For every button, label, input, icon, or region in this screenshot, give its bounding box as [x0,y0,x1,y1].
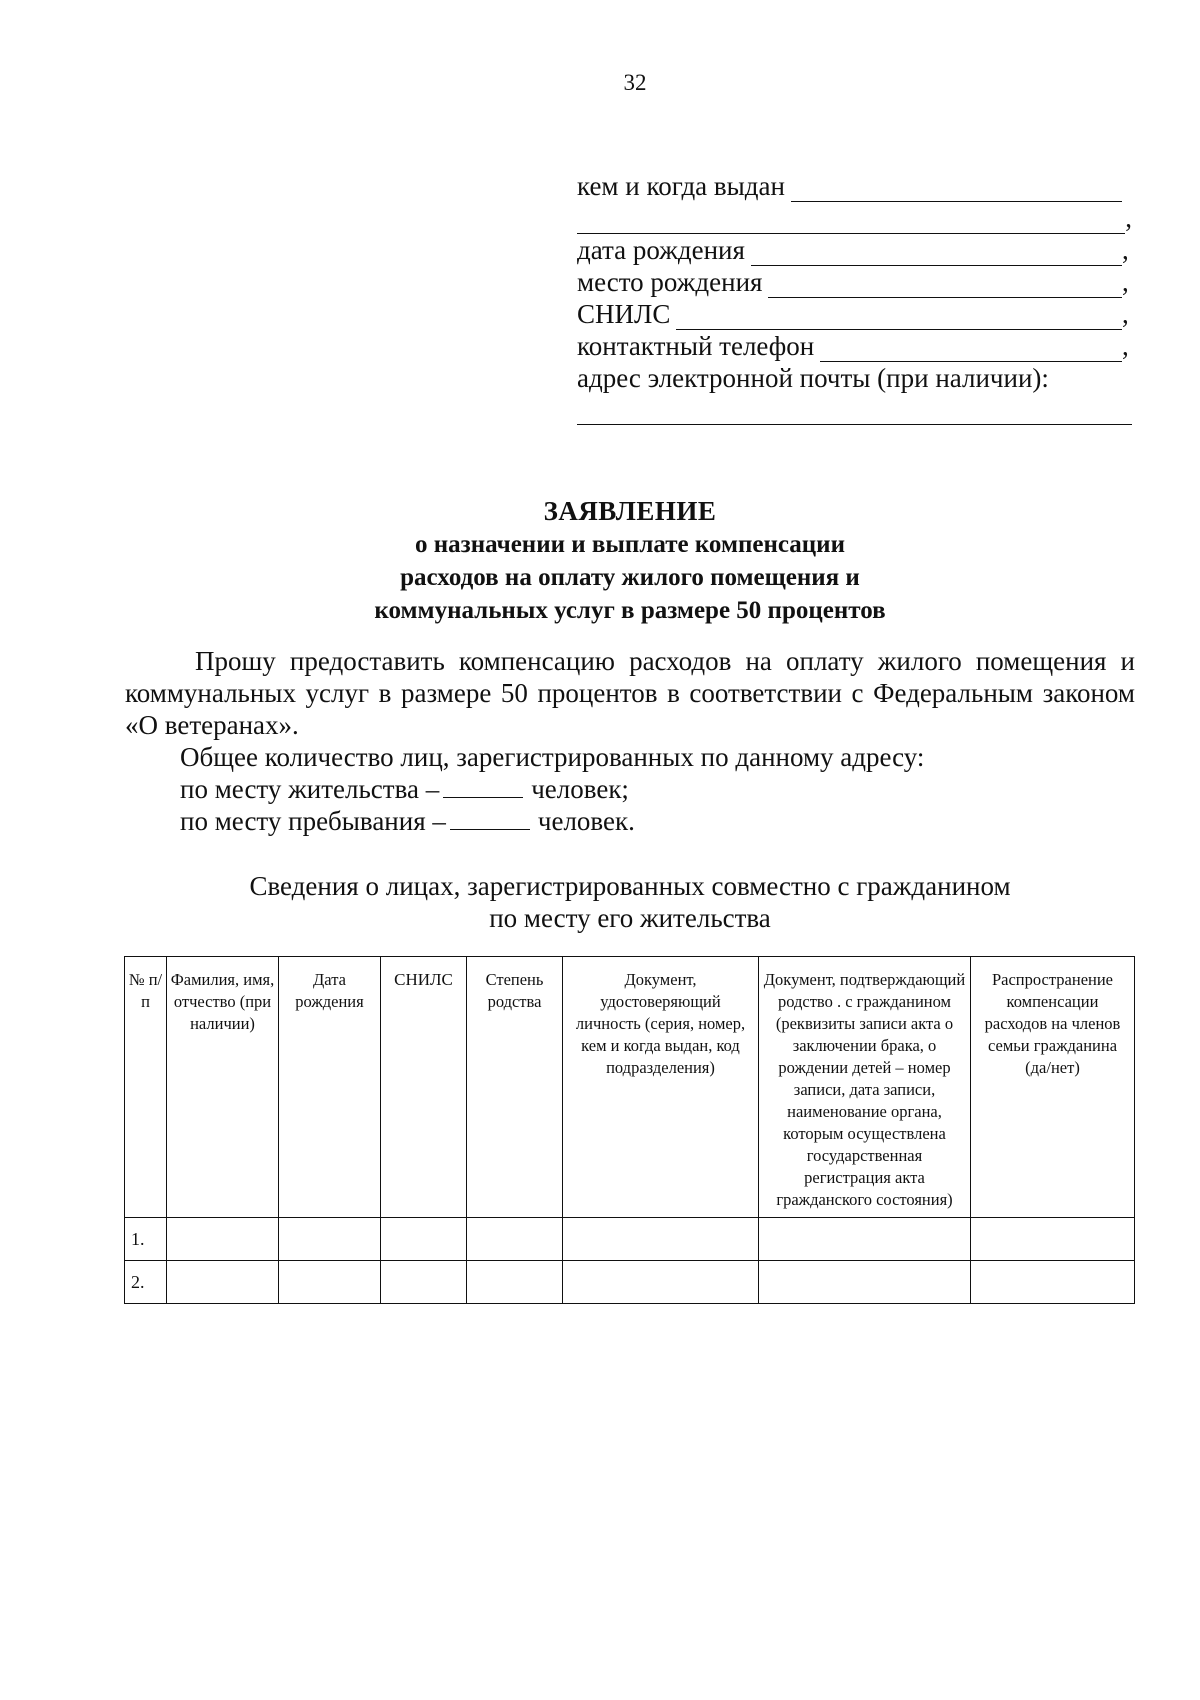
comma: , [1125,203,1132,233]
title-line-3: коммунальных услуг в размере 50 процентов [374,597,886,624]
title-line-1: о назначении и выплате компенсации [415,531,845,558]
residence-count-row [125,773,1135,805]
comma: , [1122,299,1129,329]
birth-date-field[interactable] [577,234,1132,266]
snils-field[interactable] [577,298,1132,330]
birth-date-label: дата рождения [577,235,745,265]
request-paragraph: Прошу предоставить компенсацию расходов на оплату жилого помещения и коммунальных услуг в размере 50 процентов в соответствии с Федеральным законом «О ветеранах». [125,646,1135,740]
header-compensation-extension: Распространение компенсации расходов на членов семьи гражданина (да/нет) [971,957,1135,1218]
email-label: адрес электронной почты (при наличии): [577,363,1049,393]
table-caption [125,870,1135,934]
snils-line[interactable] [676,307,1122,330]
comma: , [1122,331,1129,361]
header-relationship: Степень родства [467,957,563,1218]
table-header-row [125,957,1135,1218]
header-full-name: Фамилия, имя, отчество (при наличии) [167,957,279,1218]
header-kinship-document: Документ, подтверждающий родство . с гражданином (реквизиты записи акта о заключении брака, о рождении детей – номер записи, дата записи, наименование органа, которым осуществлена государственная регистрация акта гражданского состояния) [759,957,971,1218]
issued-by-label: кем и когда выдан [577,171,785,201]
stay-count-row [125,805,1135,837]
comma: , [1122,235,1129,265]
issued-by-line[interactable] [791,179,1122,202]
cell-compensation-extension[interactable] [971,1218,1135,1261]
stay-label: по месту пребывания – [180,806,446,836]
comma: , [1122,267,1129,297]
header-identity-document: Документ, удостоверяющий личность (серия, номер, кем и когда выдан, код подразделения) [563,957,759,1218]
phone-field[interactable] [577,330,1132,362]
residence-label: по месту жительства – [180,774,440,804]
page-number: 32 [623,70,647,95]
email-line[interactable] [577,404,1132,425]
header-number: № п/п [125,957,167,1218]
birth-place-field[interactable] [577,266,1132,298]
cell-full-name[interactable] [167,1261,279,1304]
table-row [125,1218,1135,1261]
cell-full-name[interactable] [167,1218,279,1261]
header-snils: СНИЛС [381,957,467,1218]
cell-relationship[interactable] [467,1218,563,1261]
row-number: 2. [125,1261,167,1304]
title-main: ЗАЯВЛЕНИЕ [543,496,717,526]
phone-label: контактный телефон [577,331,815,361]
birth-date-line[interactable] [751,243,1122,266]
cell-birth-date[interactable] [279,1261,381,1304]
cell-identity-document[interactable] [563,1261,759,1304]
application-body [125,645,1135,837]
document-title [125,495,1135,627]
birth-place-line[interactable] [768,275,1122,298]
row-number: 1. [125,1218,167,1261]
cell-snils[interactable] [381,1218,467,1261]
cell-kinship-document[interactable] [759,1261,971,1304]
total-persons-label: Общее количество лиц, зарегистрированных по данному адресу: [180,742,925,772]
birth-place-label: место рождения [577,267,763,297]
title-line-2: расходов на оплату жилого помещения и [400,564,860,591]
residence-unit: человек; [531,774,629,804]
email-label-row [577,362,1132,394]
issued-by-field[interactable] [577,170,1132,202]
issued-by-continuation-line[interactable] [577,211,1125,234]
cell-birth-date[interactable] [279,1218,381,1261]
phone-line[interactable] [820,339,1122,362]
issued-by-continuation-field[interactable] [577,202,1132,234]
table-caption-line-2: по месту его жительства [489,903,771,933]
cell-relationship[interactable] [467,1261,563,1304]
cell-kinship-document[interactable] [759,1218,971,1261]
cell-identity-document[interactable] [563,1218,759,1261]
snils-label: СНИЛС [577,299,671,329]
residence-count-line[interactable] [443,775,523,798]
table-row [125,1261,1135,1304]
table-caption-line-1: Сведения о лицах, зарегистрированных совместно с гражданином [249,871,1011,901]
applicant-details [577,170,1132,425]
stay-unit: человек. [537,806,635,836]
header-birth-date: Дата рождения [279,957,381,1218]
cell-snils[interactable] [381,1261,467,1304]
stay-count-line[interactable] [450,807,530,830]
cohabitants-table [124,956,1135,1304]
cell-compensation-extension[interactable] [971,1261,1135,1304]
